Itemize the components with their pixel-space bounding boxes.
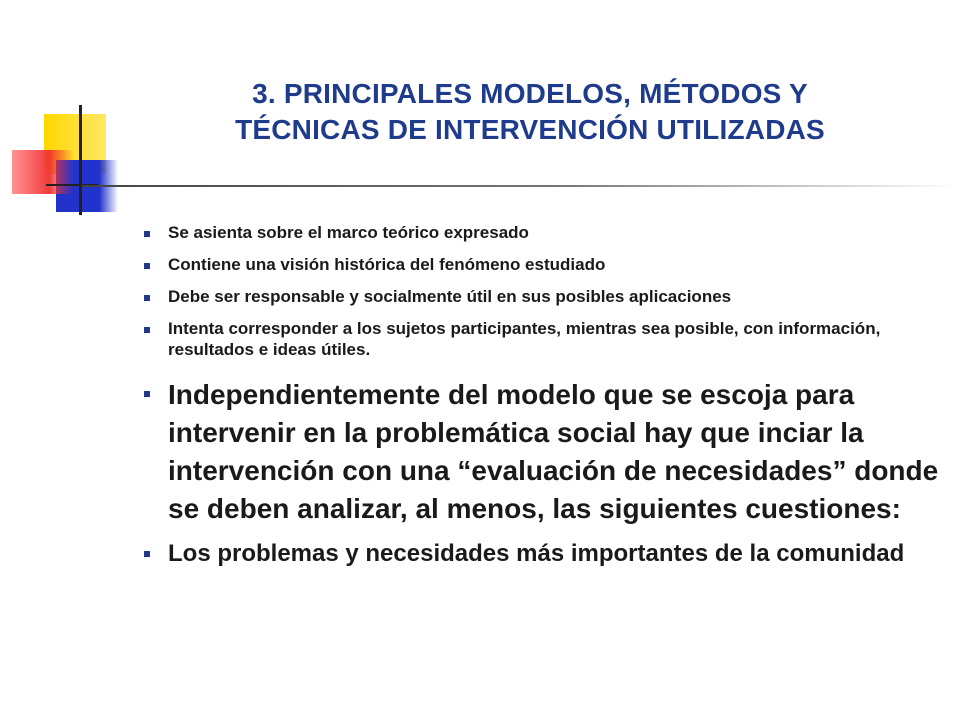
bullet-list (140, 222, 950, 569)
title-underline (82, 185, 960, 187)
vertical-line (79, 105, 82, 215)
list-item-text: Intenta corresponder a los sujetos participantes, mientras sea posible, con información, resultados e ideas útiles. (168, 319, 881, 359)
list-item (140, 376, 950, 528)
list-item (140, 254, 950, 275)
list-item-text: Los problemas y necesidades más importantes de la comunidad (168, 540, 905, 567)
list-item (140, 318, 950, 360)
list-item-text: Contiene una visión histórica del fenómeno estudiado (168, 255, 606, 274)
list-item-text: Debe ser responsable y socialmente útil en sus posibles aplicaciones (168, 287, 732, 306)
title-line-2: TÉCNICAS DE INTERVENCIÓN UTILIZADAS (235, 114, 825, 145)
square-bullet-icon (144, 551, 150, 557)
list-item-text: Se asienta sobre el marco teórico expresado (168, 223, 529, 242)
list-item (140, 286, 950, 307)
list-item (140, 538, 950, 569)
square-bullet-icon (144, 327, 150, 333)
list-item-text: Independientemente del modelo que se escoja para intervenir en la problemática social hay que inciar la intervención con una “evaluación de necesidades” donde se deben analizar, al menos, las siguientes cuestiones: (168, 379, 939, 524)
square-bullet-icon (144, 391, 150, 397)
slide-title (120, 76, 940, 148)
square-bullet-icon (144, 295, 150, 301)
list-item (140, 222, 950, 243)
red-square (12, 150, 74, 194)
square-bullet-icon (144, 231, 150, 237)
square-bullet-icon (144, 263, 150, 269)
title-line-1: 3. PRINCIPALES MODELOS, MÉTODOS Y (252, 78, 808, 109)
